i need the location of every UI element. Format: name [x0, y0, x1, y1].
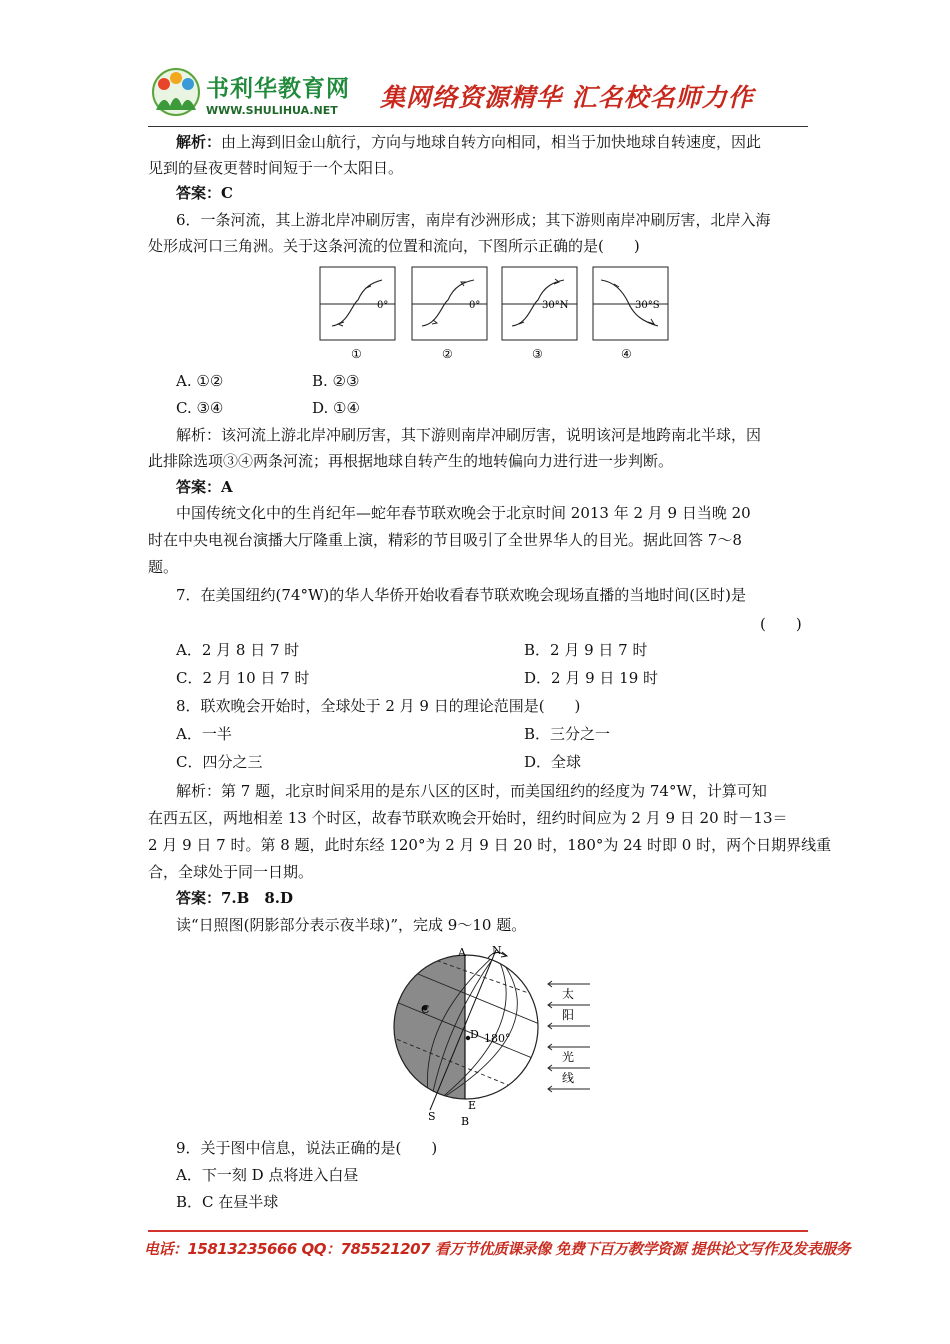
q5-explanation-line-2: 见到的昼夜更替时间短于一个太阳日。 — [148, 159, 404, 177]
q6-option-d: D. ①④ — [312, 399, 360, 417]
q8-option-a: A．一半 — [176, 725, 232, 743]
river-diagram-4 — [593, 267, 668, 340]
globe-label-e: E — [468, 1099, 477, 1112]
q7-option-d: D．2 月 9 日 19 时 — [524, 669, 659, 687]
brand-name: 书利华教育网 — [206, 76, 350, 102]
q78-explanation-line-4: 合，全球处于同一日期。 — [148, 863, 314, 881]
q78-answer: 答案：7.B 8.D — [176, 889, 294, 907]
q5-answer: 答案：C — [176, 184, 233, 202]
q7-option-a: A．2 月 8 日 7 时 — [176, 641, 300, 659]
read-figure-instruction: 读“日照图(阴影部分表示夜半球)”，完成 9～10 题。 — [176, 916, 527, 934]
q6-stem-line-1: 6．一条河流，其上游北岸冲刷厉害，南岸有沙洲形成；其下游则南岸冲刷厉害，北岸入海 — [176, 211, 771, 229]
q8-option-d: D．全球 — [524, 753, 582, 771]
diagram-2-label: 0° — [469, 300, 481, 311]
river-diagram-1 — [320, 267, 395, 340]
header-divider — [148, 126, 808, 127]
intro-line-1: 中国传统文化中的生肖纪年—蛇年春节联欢晚会于北京时间 2013 年 2 月 9 日当晚 20 — [176, 504, 751, 522]
river-diagram-2 — [412, 267, 487, 340]
diagram-caption-4: ④ — [621, 347, 632, 361]
sunlight-globe-diagram — [384, 942, 614, 1132]
intro-line-2: 时在中央电视台演播大厅隆重上演，精彩的节目吸引了全世界华人的目光。据此回答 7～8 — [148, 531, 742, 549]
q6-option-c: C. ③④ — [176, 399, 224, 417]
logo-icon — [150, 66, 202, 116]
q78-explanation-line-1: 解析：第 7 题，北京时间采用的是东八区的区时，而美国纽约的经度为 74°W，计算可知 — [176, 782, 767, 800]
diagram-1-label: 0° — [377, 300, 389, 311]
diagram-caption-2: ② — [442, 347, 453, 361]
sunlight-char-3: 光 — [562, 1050, 575, 1064]
header-slogan: 集网络资源精华 汇名校名师力作 — [380, 83, 754, 112]
river-diagram-3 — [502, 267, 577, 340]
q8-option-c: C．四分之三 — [176, 753, 263, 771]
sunlight-char-4: 线 — [562, 1071, 575, 1085]
diagram-3-label: 30°N — [542, 300, 569, 311]
globe-label-d: D — [470, 1028, 479, 1041]
q8-option-b: B．三分之一 — [524, 725, 611, 743]
q5-explanation-line-1: 解析：由上海到旧金山航行，方向与地球自转方向相同，相当于加快地球自转速度，因此 — [176, 133, 762, 151]
q7-option-c: C．2 月 10 日 7 时 — [176, 669, 310, 687]
q5-explanation-label: 解析： — [176, 133, 222, 151]
q6-option-b: B. ②③ — [312, 372, 360, 390]
diagram-caption-1: ① — [351, 347, 362, 361]
footer-contact: 电话：15813235666 QQ：785521207 看万节优质课录像 免费下百万教学资源 提供论文写作及发表服务 — [144, 1240, 851, 1258]
q6-explanation-line-2: 此排除选项③④两条河流；再根据地球自转产生的地转偏向力进行进一步判断。 — [148, 452, 674, 470]
q7-stem: 7．在美国纽约(74°W)的华人华侨开始收看春节联欢晚会现场直播的当地时间(区时)是 — [176, 586, 746, 604]
globe-label-n: N — [492, 944, 502, 957]
globe-label-180: 180° — [484, 1032, 511, 1045]
globe-label-s: S — [428, 1110, 436, 1123]
q78-explanation-line-2: 在西五区，两地相差 13 个时区，故春节联欢晚会开始时，纽约时间应为 2 月 9 日 20 时－13＝ — [148, 809, 788, 827]
q6-explanation-line-1: 解析：该河流上游北岸冲刷厉害，其下游则南岸冲刷厉害，说明该河是地跨南北半球，因 — [176, 426, 762, 444]
q78-explanation-line-3: 2 月 9 日 7 时。第 8 题，此时东经 120°为 2 月 9 日 20 时，180°为 24 时即 0 时，两个日期界线重 — [148, 836, 832, 854]
brand-url: WWW.SHULIHUA.NET — [206, 104, 338, 117]
q6-option-a: A. ①② — [176, 372, 224, 390]
q9-option-b: B．C 在昼半球 — [176, 1193, 279, 1211]
q6-answer: 答案：A — [176, 478, 233, 496]
intro-line-3: 题。 — [148, 558, 179, 576]
globe-label-b: B — [461, 1115, 470, 1128]
q9-stem: 9．关于图中信息，说法正确的是( ) — [176, 1139, 438, 1157]
globe-label-c: C — [421, 1003, 430, 1016]
q9-option-a: A．下一刻 D 点将进入白昼 — [176, 1166, 359, 1184]
q6-stem-line-2: 处形成河口三角洲。关于这条河流的位置和流向，下图所示正确的是( ) — [148, 237, 640, 255]
diagram-4-label: 30°S — [635, 300, 660, 311]
q6-river-diagrams — [318, 264, 678, 364]
globe-label-a: A — [458, 946, 466, 959]
footer-divider — [148, 1230, 808, 1232]
diagram-caption-3: ③ — [532, 347, 543, 361]
q7-option-b: B．2 月 9 日 7 时 — [524, 641, 648, 659]
page-header — [148, 64, 808, 126]
sunlight-char-1: 太 — [562, 987, 575, 1001]
q8-stem: 8．联欢晚会开始时，全球处于 2 月 9 日的理论范围是( ) — [176, 697, 581, 715]
q7-answer-bracket: ( ) — [760, 615, 802, 633]
sunlight-char-2: 阳 — [562, 1008, 575, 1022]
